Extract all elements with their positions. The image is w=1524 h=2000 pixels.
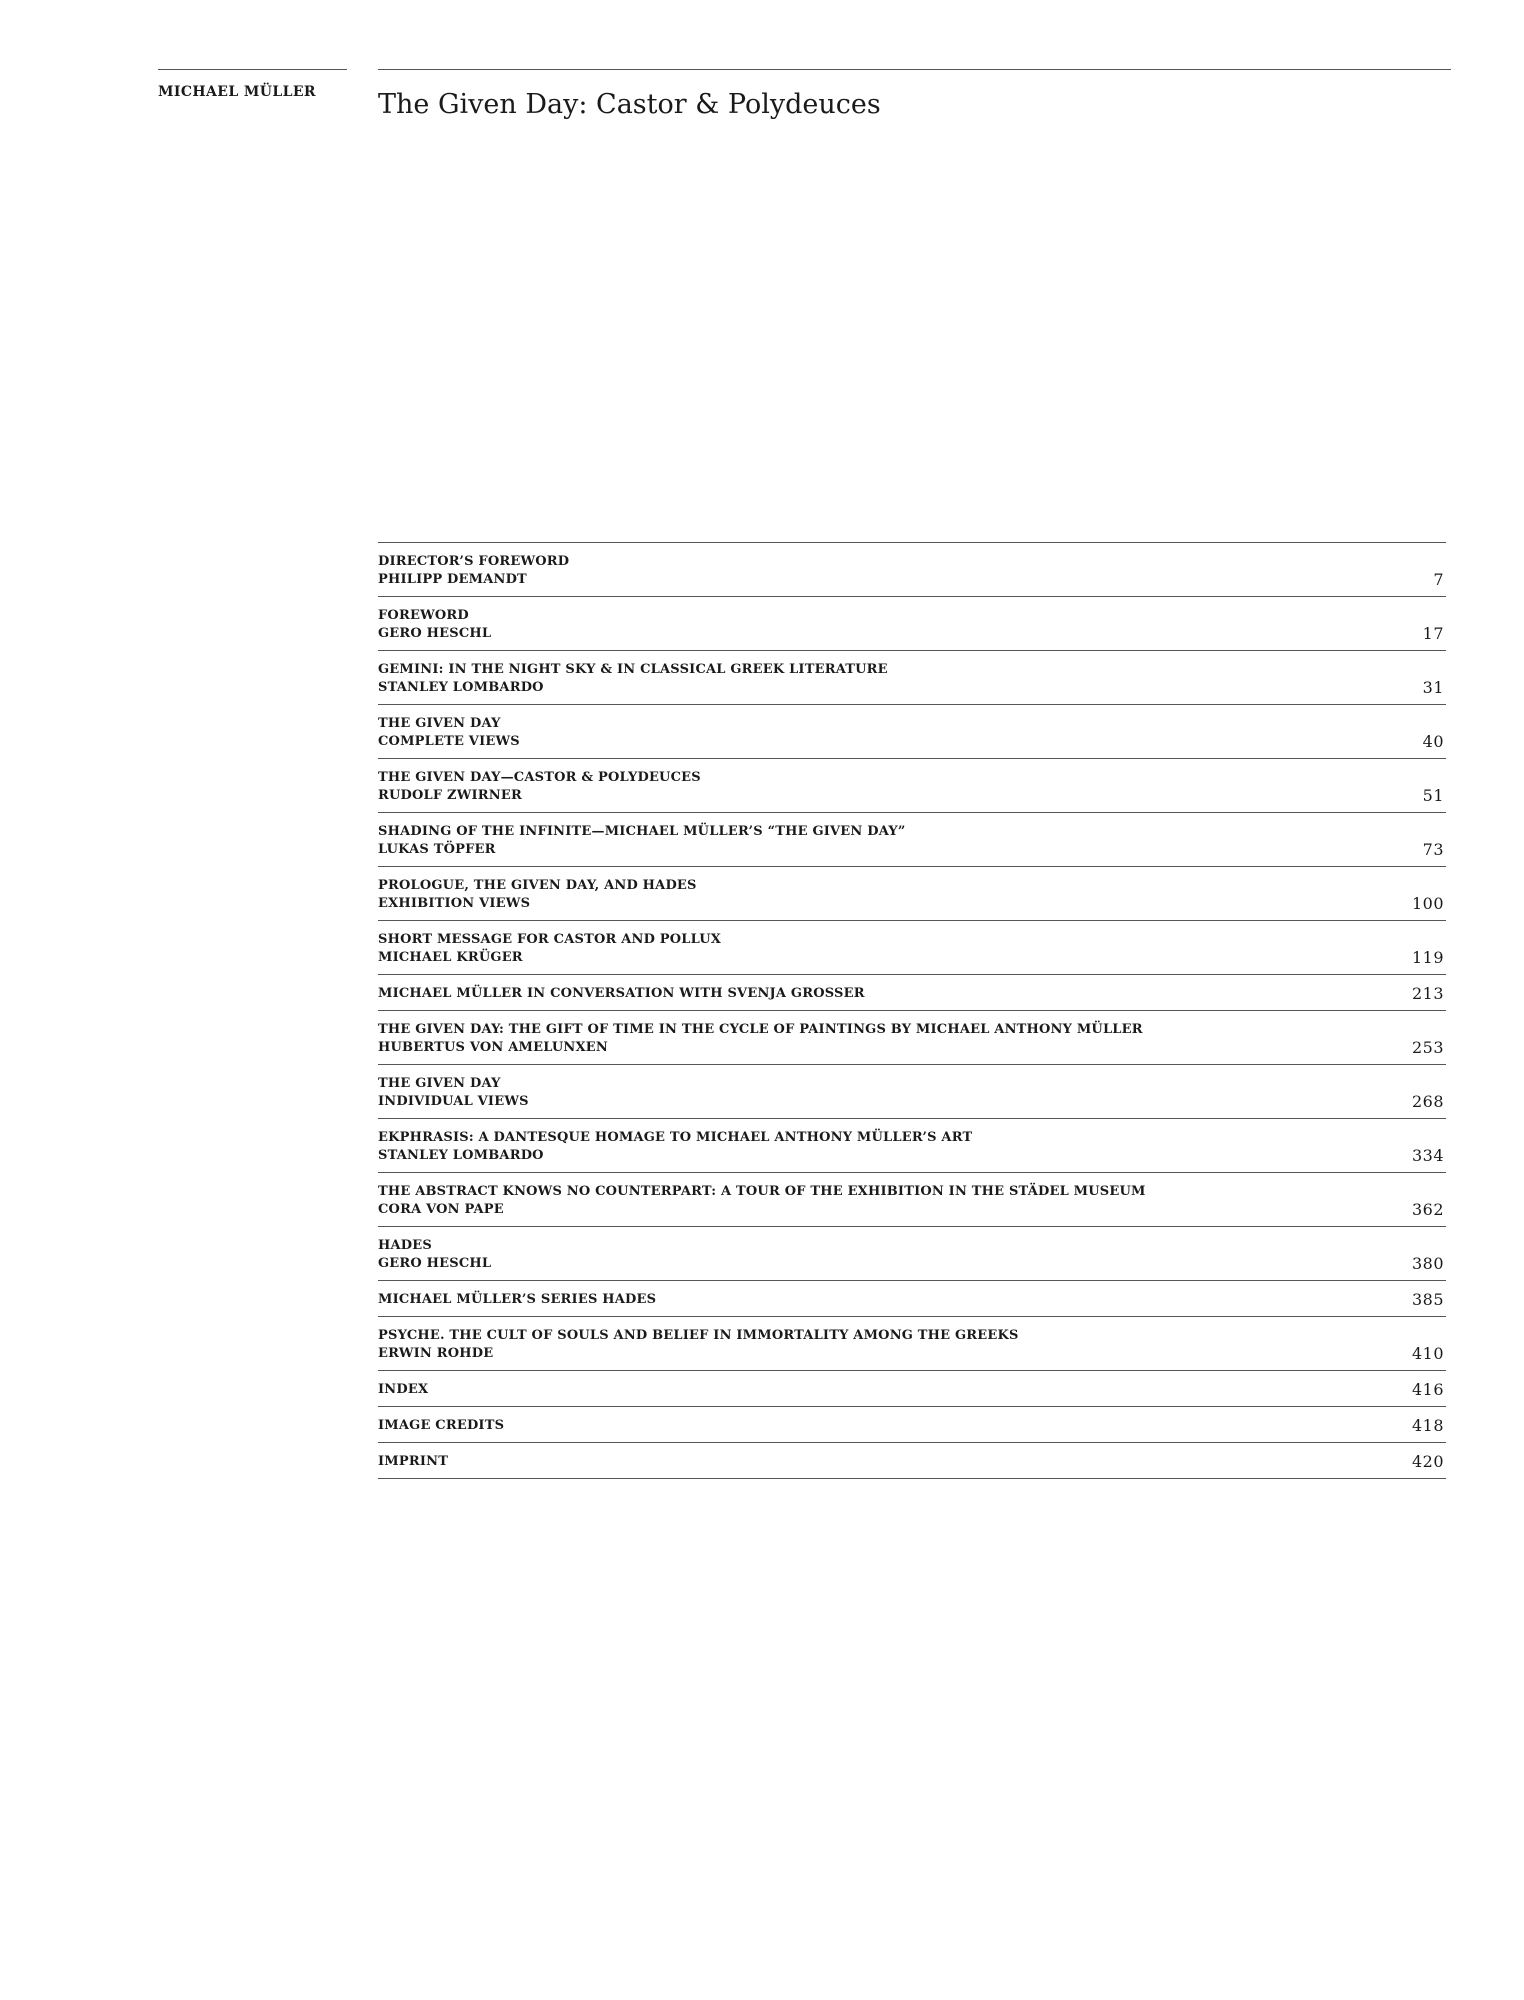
toc-entry-title: THE GIVEN DAY	[378, 716, 501, 731]
toc-entry-text	[378, 1021, 1143, 1057]
toc-entry-text	[378, 1453, 448, 1471]
toc-entry[interactable]	[378, 1065, 1446, 1119]
toc-entry-author: PHILIPP DEMANDT	[378, 572, 527, 587]
toc-entry-author: MICHAEL KRÜGER	[378, 950, 523, 965]
toc-entry-author: CORA VON PAPE	[378, 1202, 504, 1217]
toc-entry-title: EKPHRASIS: A DANTESQUE HOMAGE TO MICHAEL ANTHONY MÜLLER’S ART	[378, 1130, 973, 1145]
author-rule	[158, 69, 347, 70]
toc-entry-author: COMPLETE VIEWS	[378, 734, 520, 749]
toc-entry[interactable]	[378, 597, 1446, 651]
toc-page-number: 17	[1422, 624, 1444, 643]
toc-entry[interactable]	[378, 1281, 1446, 1317]
toc-entry-title: MICHAEL MÜLLER IN CONVERSATION WITH SVENJA GROSSER	[378, 986, 865, 1001]
toc-entry[interactable]	[378, 1371, 1446, 1407]
toc-entry[interactable]	[378, 867, 1446, 921]
toc-entry-text	[378, 1381, 428, 1399]
toc-entry[interactable]	[378, 1011, 1446, 1065]
toc-entry[interactable]	[378, 1443, 1446, 1479]
toc-entry-title: THE GIVEN DAY—CASTOR & POLYDEUCES	[378, 770, 701, 785]
toc-entry[interactable]	[378, 975, 1446, 1011]
toc-entry[interactable]	[378, 1317, 1446, 1371]
toc-page-number: 420	[1411, 1452, 1444, 1471]
toc-page-number: 362	[1411, 1200, 1444, 1219]
toc-entry-title: INDEX	[378, 1382, 429, 1397]
toc-entry-title: IMPRINT	[378, 1454, 449, 1469]
toc-entry[interactable]	[378, 1227, 1446, 1281]
toc-entry-title: THE GIVEN DAY: THE GIFT OF TIME IN THE CYCLE OF PAINTINGS BY MICHAEL ANTHONY MÜLLER	[378, 1022, 1143, 1037]
toc-page-number: 40	[1422, 732, 1444, 751]
toc-page-number: 213	[1411, 984, 1444, 1003]
toc-entry-text	[378, 715, 520, 751]
toc-entry-text	[378, 607, 491, 643]
toc-entry-title: THE GIVEN DAY	[378, 1076, 501, 1091]
toc-entry-text	[378, 877, 697, 913]
toc-entry-title: MICHAEL MÜLLER’S SERIES HADES	[378, 1292, 657, 1307]
toc-page-number: 410	[1411, 1344, 1444, 1363]
toc-entry-title: FOREWORD	[378, 608, 469, 623]
toc-entry[interactable]	[378, 1407, 1446, 1443]
toc-entry-title: PROLOGUE, THE GIVEN DAY, AND HADES	[378, 878, 697, 893]
toc-page-number: 268	[1411, 1092, 1444, 1111]
toc-page-number: 380	[1411, 1254, 1444, 1273]
toc-entry-author: RUDOLF ZWIRNER	[378, 788, 523, 803]
toc-entry[interactable]	[378, 1173, 1446, 1227]
toc-entry-text	[378, 553, 569, 589]
toc-page-number: 73	[1422, 840, 1444, 859]
toc-entry-text	[378, 985, 865, 1003]
toc-entry-title: SHADING OF THE INFINITE—MICHAEL MÜLLER’S “THE GIVEN DAY”	[378, 824, 906, 839]
toc-entry-author: LUKAS TÖPFER	[378, 842, 496, 857]
page-title: The Given Day: Castor & Polydeuces	[378, 89, 881, 120]
author-name: MICHAEL MÜLLER	[158, 84, 316, 100]
toc-entry[interactable]	[378, 1119, 1446, 1173]
toc-entry-author: STANLEY LOMBARDO	[378, 1148, 544, 1163]
toc-page-number: 385	[1411, 1290, 1444, 1309]
toc-entry-title: IMAGE CREDITS	[378, 1418, 505, 1433]
toc-entry-author: EXHIBITION VIEWS	[378, 896, 531, 911]
toc-entry-author: GERO HESCHL	[378, 626, 492, 641]
toc-entry-text	[378, 1327, 1019, 1363]
toc-entry-text	[378, 769, 701, 805]
toc-entry-title: PSYCHE. THE CULT OF SOULS AND BELIEF IN IMMORTALITY AMONG THE GREEKS	[378, 1328, 1019, 1343]
toc-page-number: 418	[1411, 1416, 1444, 1435]
toc-entry-text	[378, 661, 888, 697]
toc-entry-author: HUBERTUS VON AMELUNXEN	[378, 1040, 608, 1055]
toc-page-number: 119	[1411, 948, 1444, 967]
toc-page-number: 253	[1411, 1038, 1444, 1057]
toc-page-number: 51	[1422, 786, 1444, 805]
toc-page-number: 31	[1422, 678, 1444, 697]
toc-entry-title: HADES	[378, 1238, 432, 1253]
toc-entry-author: ERWIN ROHDE	[378, 1346, 494, 1361]
toc-entry-title: DIRECTOR’S FOREWORD	[378, 554, 570, 569]
toc-entry-title: SHORT MESSAGE FOR CASTOR AND POLLUX	[378, 932, 722, 947]
toc-entry-text	[378, 823, 906, 859]
toc-entry[interactable]	[378, 651, 1446, 705]
toc-page-number: 416	[1411, 1380, 1444, 1399]
toc-entry[interactable]	[378, 813, 1446, 867]
toc-entry-text	[378, 1291, 656, 1309]
toc-page-number: 7	[1433, 570, 1444, 589]
title-rule	[378, 69, 1451, 70]
toc-entry-author: GERO HESCHL	[378, 1256, 492, 1271]
toc-entry-text	[378, 1417, 504, 1435]
toc-entry-author: INDIVIDUAL VIEWS	[378, 1094, 529, 1109]
toc-entry[interactable]	[378, 759, 1446, 813]
toc-entry-title: THE ABSTRACT KNOWS NO COUNTERPART: A TOUR OF THE EXHIBITION IN THE STÄDEL MUSEUM	[378, 1184, 1146, 1199]
toc-entry-title: GEMINI: IN THE NIGHT SKY & IN CLASSICAL GREEK LITERATURE	[378, 662, 888, 677]
toc-page-number: 334	[1411, 1146, 1444, 1165]
toc-page-number: 100	[1411, 894, 1444, 913]
toc-entry-text	[378, 1183, 1146, 1219]
toc-entry-author: STANLEY LOMBARDO	[378, 680, 544, 695]
toc-entry-text	[378, 1129, 972, 1165]
toc-entry-text	[378, 1075, 529, 1111]
table-of-contents	[378, 542, 1446, 1479]
toc-entry[interactable]	[378, 705, 1446, 759]
toc-entry-text	[378, 1237, 491, 1273]
toc-entry-text	[378, 931, 721, 967]
toc-entry[interactable]	[378, 921, 1446, 975]
toc-entry[interactable]	[378, 543, 1446, 597]
